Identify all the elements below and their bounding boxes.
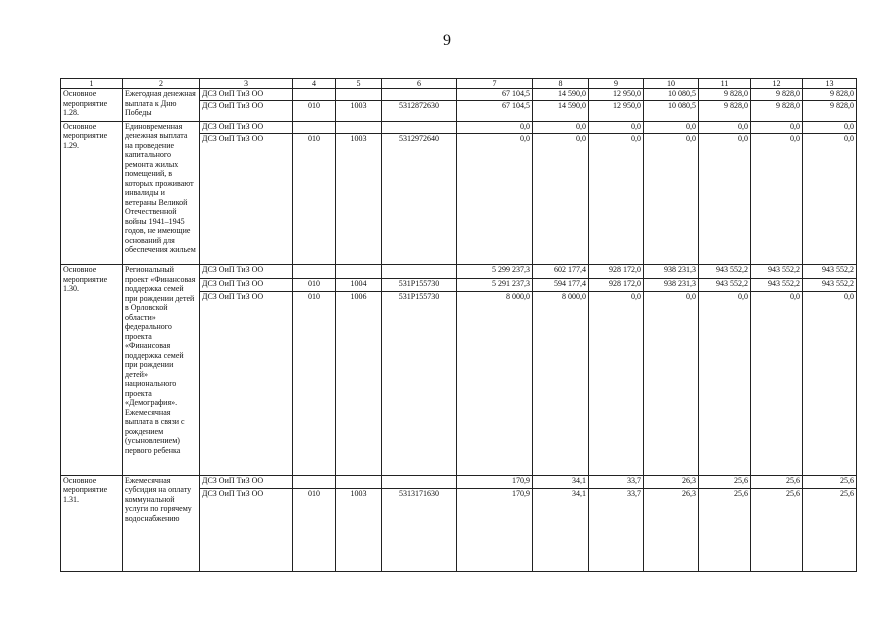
table-row	[61, 475, 857, 488]
amount-cell: 170,9	[457, 488, 533, 571]
measure-description: Региональный проект «Финансовая поддержка семей при рождении детей в Орловской области» федерального проекта «Финансовая поддержка семей при рождении детей» национального проекта «Демография». Ежемесячная выплата в связи с рождением (усыновлением) первого ребенка	[123, 265, 200, 476]
page-number: 9	[443, 32, 451, 49]
amount-cell: 0,0	[751, 121, 803, 134]
amount-cell: 25,6	[803, 475, 857, 488]
amount-cell: 0,0	[589, 121, 644, 134]
amount-cell: 0,0	[533, 134, 589, 265]
amount-cell: 12 950,0	[589, 100, 644, 121]
amount-cell: 943 552,2	[699, 265, 751, 279]
amount-cell: 34,1	[533, 488, 589, 571]
column-number-header: 1	[61, 79, 123, 89]
executor-cell: ДСЗ ОиП ТиЗ ОО	[200, 265, 293, 279]
csr-code-cell	[382, 89, 457, 101]
amount-cell: 943 552,2	[803, 278, 857, 292]
table-row	[61, 121, 857, 134]
amount-cell: 9 828,0	[803, 100, 857, 121]
measure-label: Основное мероприятие 1.29.	[61, 121, 123, 264]
grbs-code-cell: 010	[293, 488, 336, 571]
executor-cell: ДСЗ ОиП ТиЗ ОО	[200, 278, 293, 292]
amount-cell: 0,0	[533, 121, 589, 134]
column-number-header: 9	[589, 79, 644, 89]
amount-cell: 33,7	[589, 475, 644, 488]
amount-cell: 67 104,5	[457, 89, 533, 101]
csr-code-cell	[382, 475, 457, 488]
amount-cell: 9 828,0	[699, 89, 751, 101]
amount-cell: 25,6	[803, 488, 857, 571]
executor-cell: ДСЗ ОиП ТиЗ ОО	[200, 488, 293, 571]
amount-cell: 928 172,0	[589, 265, 644, 279]
csr-code-cell: 5313171630	[382, 488, 457, 571]
amount-cell: 10 080,5	[644, 100, 699, 121]
amount-cell: 25,6	[751, 475, 803, 488]
csr-code-cell: 531P155730	[382, 292, 457, 475]
amount-cell: 0,0	[751, 134, 803, 265]
amount-cell: 9 828,0	[699, 100, 751, 121]
amount-cell: 0,0	[699, 134, 751, 265]
amount-cell: 0,0	[699, 121, 751, 134]
amount-cell: 0,0	[803, 121, 857, 134]
grbs-code-cell: 010	[293, 278, 336, 292]
csr-code-cell: 531P155730	[382, 278, 457, 292]
column-number-header: 12	[751, 79, 803, 89]
measure-description: Ежегодная денежная выплата к Дню Победы	[123, 89, 200, 122]
amount-cell: 12 950,0	[589, 89, 644, 101]
table-row	[61, 89, 857, 101]
amount-cell: 0,0	[589, 292, 644, 475]
grbs-code-cell	[293, 265, 336, 279]
csr-code-cell	[382, 121, 457, 134]
amount-cell: 26,3	[644, 475, 699, 488]
amount-cell: 10 080,5	[644, 89, 699, 101]
csr-code-cell: 5312872630	[382, 100, 457, 121]
amount-cell: 25,6	[751, 488, 803, 571]
column-number-header: 10	[644, 79, 699, 89]
rzpr-code-cell: 1003	[336, 100, 382, 121]
amount-cell: 5 291 237,3	[457, 278, 533, 292]
amount-cell: 0,0	[699, 292, 751, 475]
executor-cell: ДСЗ ОиП ТиЗ ОО	[200, 475, 293, 488]
measure-label: Основное мероприятие 1.28.	[61, 89, 123, 122]
amount-cell: 938 231,3	[644, 278, 699, 292]
column-number-header: 8	[533, 79, 589, 89]
grbs-code-cell	[293, 121, 336, 134]
amount-cell: 943 552,2	[699, 278, 751, 292]
amount-cell: 0,0	[803, 134, 857, 265]
grbs-code-cell: 010	[293, 100, 336, 121]
measure-description: Единовременная денежная выплата на проведение капитального ремонта жилых помещений, в которых проживают инвалиды и ветераны Великой Отечественной войны 1941–1945 годов, не имеющие оснований для обеспечения жильем	[123, 121, 200, 264]
executor-cell: ДСЗ ОиП ТиЗ ОО	[200, 134, 293, 265]
rzpr-code-cell	[336, 265, 382, 279]
column-number-header: 7	[457, 79, 533, 89]
rzpr-code-cell	[336, 121, 382, 134]
amount-cell: 943 552,2	[803, 265, 857, 279]
column-number-header: 2	[123, 79, 200, 89]
column-number-header: 6	[382, 79, 457, 89]
amount-cell: 0,0	[457, 134, 533, 265]
amount-cell: 602 177,4	[533, 265, 589, 279]
executor-cell: ДСЗ ОиП ТиЗ ОО	[200, 89, 293, 101]
column-number-header: 13	[803, 79, 857, 89]
column-number-header: 11	[699, 79, 751, 89]
table-row	[61, 265, 857, 279]
amount-cell: 34,1	[533, 475, 589, 488]
executor-cell: ДСЗ ОиП ТиЗ ОО	[200, 292, 293, 475]
amount-cell: 943 552,2	[751, 265, 803, 279]
amount-cell: 0,0	[644, 292, 699, 475]
amount-cell: 9 828,0	[751, 89, 803, 101]
amount-cell: 0,0	[803, 292, 857, 475]
amount-cell: 170,9	[457, 475, 533, 488]
amount-cell: 9 828,0	[751, 100, 803, 121]
amount-cell: 0,0	[751, 292, 803, 475]
amount-cell: 14 590,0	[533, 89, 589, 101]
rzpr-code-cell: 1006	[336, 292, 382, 475]
budget-table	[60, 78, 857, 572]
amount-cell: 938 231,3	[644, 265, 699, 279]
grbs-code-cell: 010	[293, 134, 336, 265]
amount-cell: 0,0	[457, 121, 533, 134]
csr-code-cell	[382, 265, 457, 279]
measure-label: Основное мероприятие 1.31.	[61, 475, 123, 571]
amount-cell: 0,0	[644, 134, 699, 265]
amount-cell: 594 177,4	[533, 278, 589, 292]
column-number-header: 5	[336, 79, 382, 89]
amount-cell: 9 828,0	[803, 89, 857, 101]
executor-cell: ДСЗ ОиП ТиЗ ОО	[200, 100, 293, 121]
column-number-header: 3	[200, 79, 293, 89]
column-number-header: 4	[293, 79, 336, 89]
grbs-code-cell	[293, 89, 336, 101]
amount-cell: 25,6	[699, 475, 751, 488]
amount-cell: 928 172,0	[589, 278, 644, 292]
rzpr-code-cell: 1003	[336, 134, 382, 265]
amount-cell: 8 000,0	[533, 292, 589, 475]
measure-description: Ежемесячная субсидия на оплату коммунальной услуги по горячему водоснабжению	[123, 475, 200, 571]
column-number-row	[61, 79, 857, 89]
amount-cell: 25,6	[699, 488, 751, 571]
csr-code-cell: 5312972640	[382, 134, 457, 265]
rzpr-code-cell	[336, 475, 382, 488]
executor-cell: ДСЗ ОиП ТиЗ ОО	[200, 121, 293, 134]
rzpr-code-cell: 1003	[336, 488, 382, 571]
amount-cell: 5 299 237,3	[457, 265, 533, 279]
amount-cell: 8 000,0	[457, 292, 533, 475]
amount-cell: 33,7	[589, 488, 644, 571]
grbs-code-cell: 010	[293, 292, 336, 475]
amount-cell: 0,0	[644, 121, 699, 134]
amount-cell: 943 552,2	[751, 278, 803, 292]
grbs-code-cell	[293, 475, 336, 488]
amount-cell: 67 104,5	[457, 100, 533, 121]
amount-cell: 14 590,0	[533, 100, 589, 121]
rzpr-code-cell	[336, 89, 382, 101]
amount-cell: 26,3	[644, 488, 699, 571]
rzpr-code-cell: 1004	[336, 278, 382, 292]
amount-cell: 0,0	[589, 134, 644, 265]
measure-label: Основное мероприятие 1.30.	[61, 265, 123, 476]
